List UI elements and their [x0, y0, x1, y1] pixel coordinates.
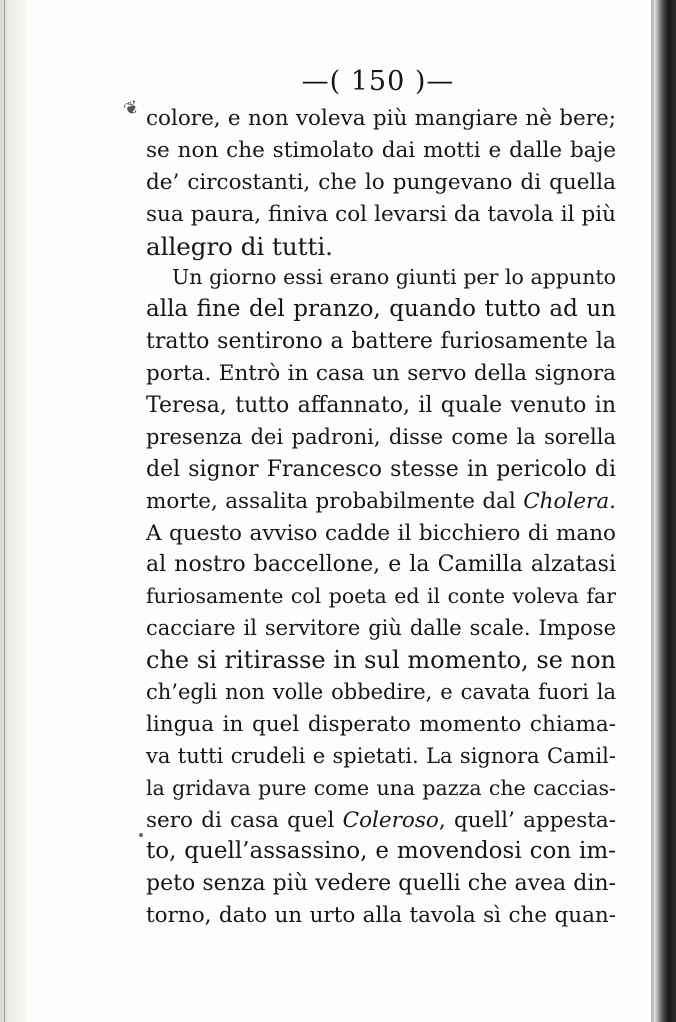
- text-line-8: tratto sentirono a battere furiosamente la: [146, 329, 616, 355]
- text-line-16: furiosamente col poeta ed il conte voleva far: [146, 584, 616, 609]
- text-line-23: sero di casa quel Coleroso, quell’ appesta-: [146, 807, 616, 833]
- text-line-26: torno, dato un urto alla tavola sì che quan-: [146, 903, 616, 929]
- text-line-19: ch’egli non volle obbedire, e cavata fuori la: [146, 680, 616, 705]
- text-line-9: porta. Entrò in casa un servo della signora: [146, 361, 616, 387]
- text-line-11: presenza dei padroni, disse come la sorella: [146, 424, 616, 449]
- text-line-13: morte, assalita probabilmente dal Cholera.: [146, 488, 616, 514]
- text-line-25: peto senza più vedere quelli che avea din-: [146, 871, 616, 897]
- text-line-1: colore, e non voleva più mangiare nè bere;: [146, 106, 616, 131]
- text-line-24: to, quell’assassino, e movendosi con im-: [146, 838, 616, 865]
- text-line-20: lingua in quel disperato momento chiama-: [146, 711, 616, 737]
- text-line-2: se non che stimolato dai motti e dalle baje: [146, 137, 616, 163]
- page-number: —( 150 )—: [301, 66, 455, 97]
- italic-word: Coleroso: [342, 807, 439, 833]
- text-line-6: Un giorno essi erano giunti per lo appunto: [172, 265, 616, 290]
- ink-dot: [139, 833, 143, 837]
- text-line-14: A questo avviso cadde il bicchiero di mano: [146, 520, 616, 546]
- left-gutter-line: [4, 0, 5, 1022]
- text-line-12: del signor Francesco stesse in pericolo di: [146, 456, 616, 482]
- text-line-22: la gridava pure come una pazza che caccias-: [146, 775, 616, 800]
- text-line-17: cacciare il servitore giù dalle scale. Impose: [146, 616, 616, 641]
- text-line-15: al nostro baccellone, e la Camilla alzatasi: [146, 552, 616, 578]
- italic-word: Cholera.: [523, 488, 616, 514]
- text-line-10: Teresa, tutto affannato, il quale venuto in: [146, 393, 616, 419]
- text-line-4: sua paura, finiva col levarsi da tavola il più: [146, 201, 616, 227]
- text-line-18: che si ritirasse in sul momento, se non: [146, 646, 616, 675]
- text-line-3: de’ circostanti, che lo pungevano di quella: [146, 169, 616, 195]
- ink-mark: ❦: [120, 96, 143, 121]
- text-line-5: allegro di tutti.: [146, 231, 333, 261]
- body-text: [146, 103, 616, 932]
- text-line-21: va tutti crudeli e spietati. La signora Camil-: [146, 743, 616, 768]
- text-line-7: alla fine del pranzo, quando tutto ad un: [146, 296, 616, 323]
- right-binding-edge: [654, 0, 676, 1022]
